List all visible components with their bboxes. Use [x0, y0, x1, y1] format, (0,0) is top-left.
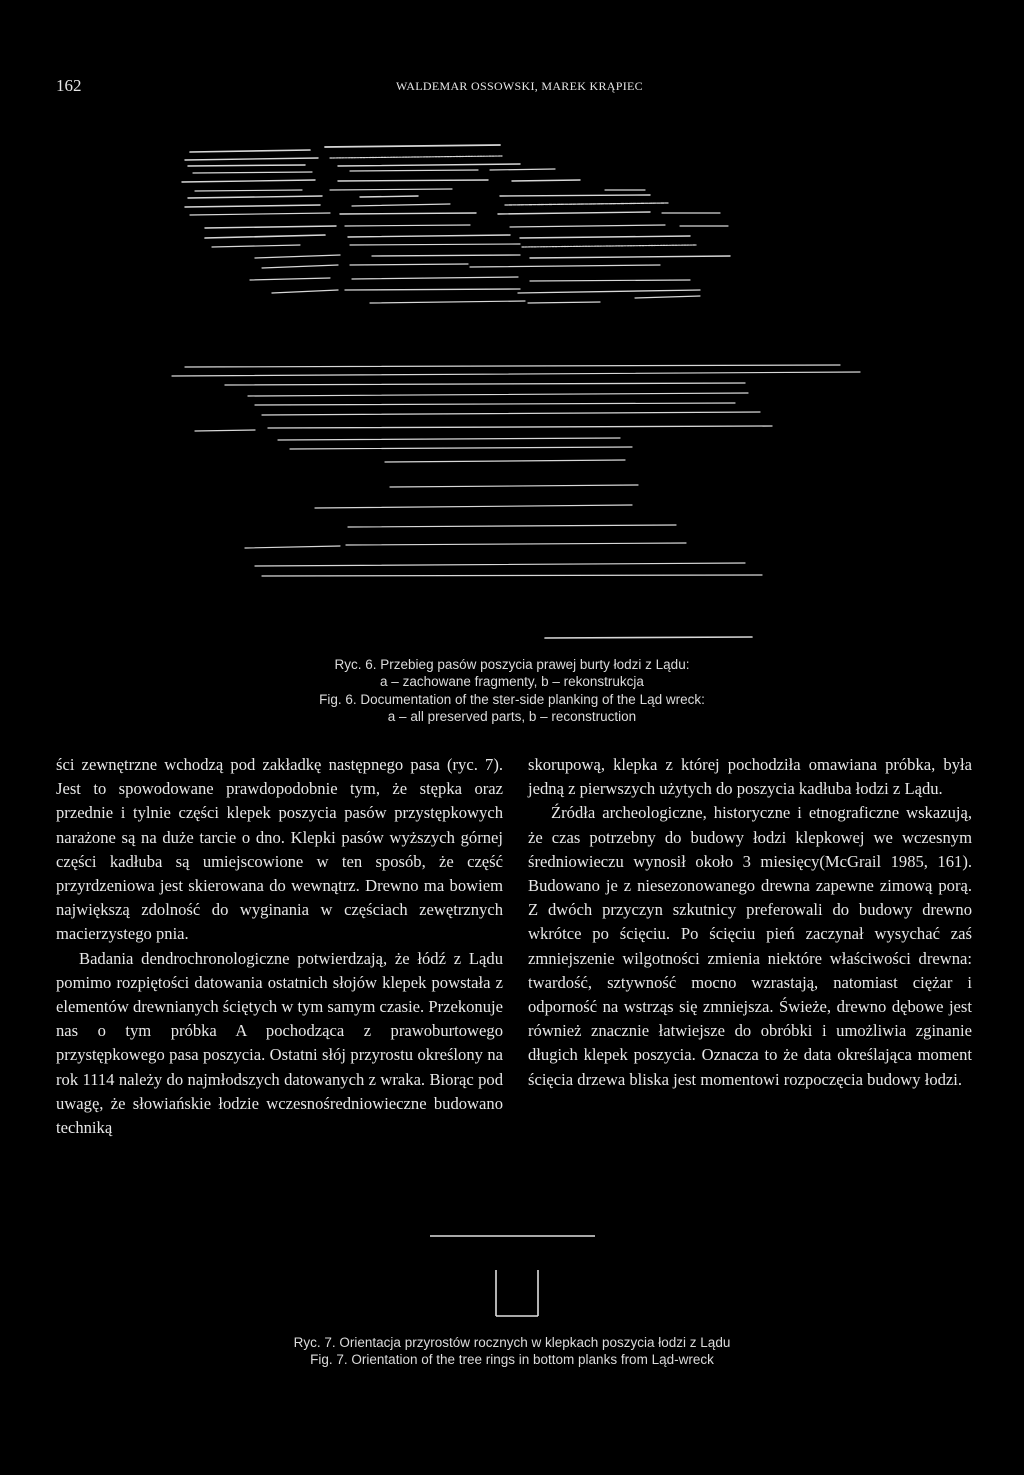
plank-line — [530, 256, 730, 258]
paragraph: Źródła archeologiczne, historyczne i etnograficzne wskazują, że czas potrzebny do budowy łodzi klepkowej we wczesnym średniowieczu wynosił około 3 miesięcy(McGrail 1985, 161). Budowano je z niesezonowanego drewna zapewne zimową porą. Z dwóch przyczyn szkutnicy preferowali do budowy drewno wkrótce po ścięciu. Po ścięciu pień zaczynał wysychać zaś zmniejszenie wilgotności zmienia niektóre właściwości drewna: twardość, sztywność mocno wzrastają, natomiast ciężar i odporność na wstrząs się zmniejsza. Świeże, drewno dębowe jest również znacznie łatwiejsze do obróbki i umożliwia zginanie długich klepek poszycia. Oznacza to że data określająca moment ścięcia drzewa bliska jest momentowi rozpoczęcia budowy łodzi. — [528, 803, 972, 1089]
plank-line — [350, 170, 478, 171]
plank-line — [635, 296, 700, 298]
caption-line: Ryc. 7. Orientacja przyrostów rocznych w klepkach poszycia łodzi z Lądu — [293, 1335, 731, 1350]
plank-line — [248, 393, 748, 396]
plank-line — [262, 575, 762, 576]
plank-line — [370, 301, 525, 303]
plank-line — [345, 225, 470, 226]
plank-line — [348, 525, 676, 527]
plank-line — [545, 637, 752, 638]
plank-line — [345, 289, 520, 290]
plank-line — [330, 156, 502, 158]
plank-line — [385, 460, 625, 462]
plank-line — [172, 372, 860, 376]
plank-line — [346, 543, 686, 545]
right-text-column — [528, 753, 972, 1092]
caption-line: Fig. 6. Documentation of the ster-side planking of the Ląd wreck: — [319, 691, 705, 707]
plank-line — [500, 195, 650, 196]
plank-line — [505, 203, 668, 205]
plank-line — [510, 225, 665, 227]
plank-line — [325, 145, 500, 147]
plank-line — [255, 563, 745, 566]
caption-line: a – zachowane fragmenty, b – rekonstrukcja — [380, 674, 644, 690]
figure-6a-preserved-fragments — [182, 145, 730, 303]
plank-line — [195, 190, 302, 191]
plank-line — [255, 255, 340, 258]
caption-line: Fig. 7. Orientation of the tree rings in bottom planks from Ląd-wreck — [310, 1352, 714, 1368]
plank-line — [340, 213, 476, 214]
caption-line: a – all preserved parts, b – reconstruction — [387, 708, 637, 724]
plank-line — [372, 255, 520, 256]
plank-line — [193, 172, 312, 173]
paragraph: skorupową, klepka z której pochodziła omawiana próbka, była jedną z pierwszych użytych do poszycia kadłuba łodzi z Lądu. — [528, 755, 972, 799]
plank-line — [348, 235, 510, 237]
plank-line — [350, 244, 520, 245]
plank-line — [205, 226, 336, 228]
plank-line — [185, 365, 840, 367]
paragraph: Badania dendrochronologiczne potwierdzają, że łódź z Lądu pomimo rozpiętości datowania ostatnich słojów klepek powstała z elementów drewnianych ściętych w tym samym czasie. Przekonuje nas o tym próbka A pochodząca z prawoburtowego przystępkowego pasa poszycia. Ostatni słój przyrostu określony na rok 1114 należy do najmłodszych datowanych z wraka. Biorąc pod uwagę, że słowiańskie łodzie wczesnośredniowieczne budowano techniką — [56, 948, 503, 1138]
plank-line — [255, 403, 735, 405]
plank-line — [470, 265, 660, 267]
page-number: 162 — [56, 76, 82, 95]
plank-line — [278, 438, 620, 440]
plank-line — [352, 204, 450, 206]
plank-line — [188, 196, 322, 198]
plank-line — [250, 278, 330, 280]
plank-line — [490, 169, 555, 170]
plank-line — [338, 164, 520, 166]
plank-line — [530, 280, 690, 281]
plank-line — [518, 290, 700, 293]
plank-line — [520, 236, 690, 238]
plank-line — [528, 302, 600, 303]
plank-line — [338, 180, 488, 181]
figure-7-caption — [220, 1334, 804, 1369]
plank-line — [245, 546, 340, 548]
running-head: WALDEMAR OSSOWSKI, MAREK KRĄPIEC — [396, 79, 643, 93]
plank-line — [330, 189, 452, 190]
plank-line — [205, 235, 325, 238]
plank-line — [182, 180, 315, 182]
plank-line — [272, 290, 338, 293]
plank-line — [522, 245, 696, 247]
plank-line — [290, 447, 632, 449]
figure-7-tree-ring-sketch — [430, 1236, 595, 1316]
plank-line — [190, 150, 310, 152]
plank-line — [352, 277, 518, 279]
plank-line — [262, 412, 760, 415]
caption-line: Ryc. 6. Przebieg pasów poszycia prawej burty łodzi z Lądu: — [334, 657, 690, 672]
plank-line — [498, 212, 650, 214]
paragraph: ści zewnętrzne wchodzą pod zakładkę następnego pasa (ryc. 7). Jest to spowodowane prawdopodobnie tym, że stępka oraz przednie i tylnie części klepek poszycia pasów przystępkowych narażone są na duże tarcie o dno. Klepki pasów wyższych górnej części kadłuba są umiejscowione w ten sposób, że część przyrdzeniowa jest skierowana do wewnątrz. Drewno ma bowiem największą zdolność do wyginania w częściach zewętrznych macierzystego pnia. — [56, 755, 503, 944]
plank-line — [390, 485, 638, 487]
plank-line — [185, 158, 318, 160]
plank-line — [268, 426, 772, 428]
left-text-column — [56, 753, 503, 1140]
plank-line — [360, 196, 418, 197]
figure-6-caption — [220, 656, 804, 725]
plank-line — [315, 505, 632, 508]
plank-line — [512, 180, 580, 181]
plank-line — [188, 165, 305, 166]
plank-line — [195, 430, 255, 431]
plank-line — [212, 245, 300, 247]
figure-6b-reconstruction — [172, 365, 860, 638]
plank-line — [225, 383, 745, 385]
plank-line — [262, 265, 338, 268]
plank-line — [350, 264, 468, 265]
plank-line — [190, 213, 330, 215]
plank-line — [185, 205, 320, 207]
